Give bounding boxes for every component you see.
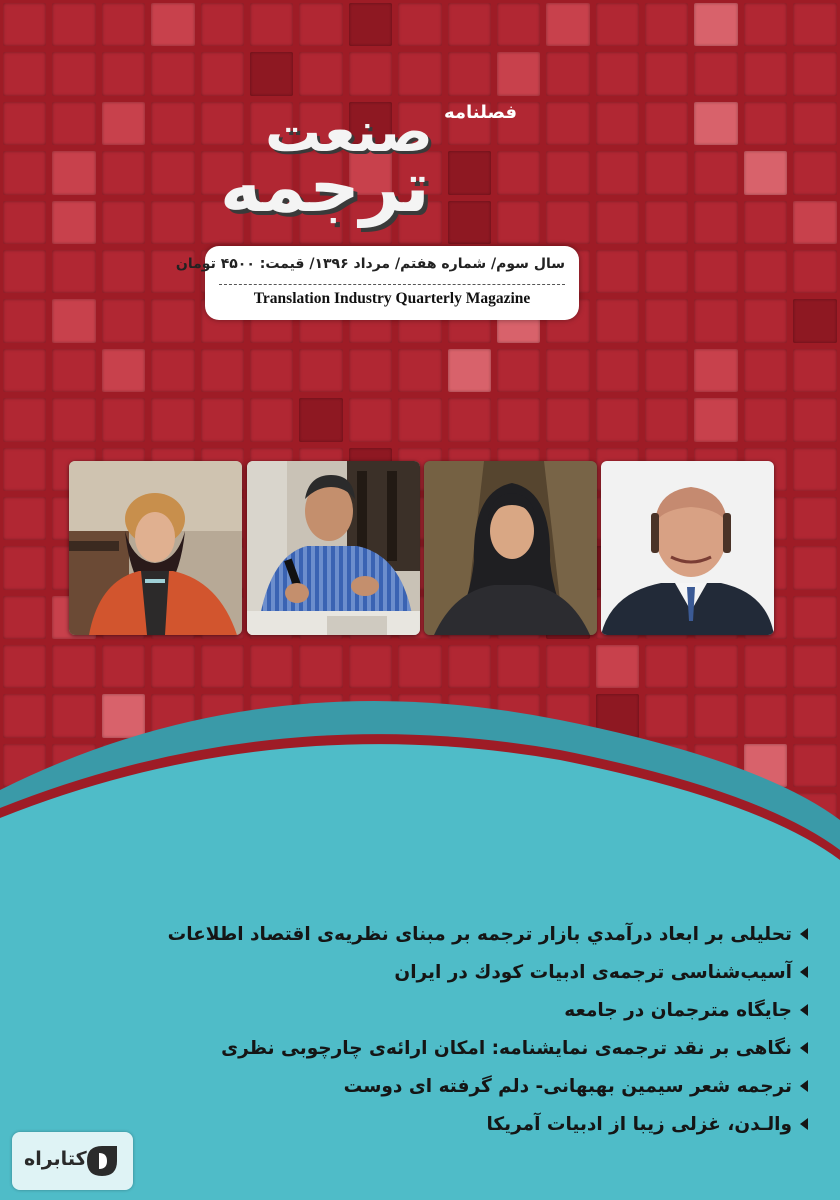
background-tile (3, 596, 46, 639)
toc-item (88, 1105, 808, 1143)
background-tile (744, 102, 787, 145)
background-tile (694, 349, 737, 392)
background-tile (694, 52, 737, 95)
background-tile (3, 645, 46, 688)
background-tile (52, 398, 95, 441)
background-tile (3, 102, 46, 145)
toc-item-text: ترجمه شعر سیمین بهبهانی- دلم گرفته ای دوست (343, 1075, 792, 1097)
background-tile (793, 250, 836, 293)
english-title: Translation Industry Quarterly Magazine (253, 290, 531, 307)
background-tile (250, 3, 293, 46)
background-tile (596, 299, 639, 342)
background-tile (744, 151, 787, 194)
background-tile (596, 151, 639, 194)
triangle-bullet-icon (800, 1118, 808, 1130)
background-tile (299, 3, 342, 46)
man-suit-portrait-photo (601, 461, 774, 635)
background-tile (793, 546, 836, 589)
background-tile (398, 398, 441, 441)
background-tile (694, 201, 737, 244)
toc-item (88, 953, 808, 991)
background-tile (645, 299, 688, 342)
background-tile (744, 645, 787, 688)
background-tile (645, 102, 688, 145)
background-tile (596, 52, 639, 95)
background-tile (102, 102, 145, 145)
background-tile (201, 349, 244, 392)
background-tile (349, 645, 392, 688)
background-tile (52, 645, 95, 688)
background-tile (52, 102, 95, 145)
background-tile (497, 398, 540, 441)
background-tile (102, 201, 145, 244)
background-tile (201, 645, 244, 688)
background-tile (694, 3, 737, 46)
background-tile (3, 398, 46, 441)
masthead (205, 80, 575, 228)
background-tile (497, 645, 540, 688)
background-tile (102, 398, 145, 441)
background-tile (151, 201, 194, 244)
background-tile (3, 448, 46, 491)
background-tile (102, 299, 145, 342)
background-tile (3, 3, 46, 46)
dashed-divider (219, 284, 565, 285)
background-tile (744, 349, 787, 392)
background-tile (744, 250, 787, 293)
background-tile (3, 349, 46, 392)
table-of-contents (88, 915, 808, 1143)
background-tile (201, 3, 244, 46)
background-tile (3, 52, 46, 95)
background-tile (3, 497, 46, 540)
background-tile (645, 201, 688, 244)
background-tile (793, 596, 836, 639)
background-tile (645, 151, 688, 194)
background-tile (151, 398, 194, 441)
issue-info-box (175, 246, 579, 320)
background-tile (151, 299, 194, 342)
toc-item (88, 991, 808, 1029)
background-tile (596, 250, 639, 293)
background-tile (349, 3, 392, 46)
background-tile (448, 645, 491, 688)
background-tile (151, 645, 194, 688)
background-tile (694, 645, 737, 688)
background-tile (546, 349, 589, 392)
background-tile (793, 52, 836, 95)
background-tile (299, 398, 342, 441)
toc-item (88, 1029, 808, 1067)
background-tile (546, 645, 589, 688)
background-tile (793, 398, 836, 441)
toc-item-text: تحلیلی بر ابعاد درآمدي بازار ترجمه بر مبنای نظریه‌ی اقتصاد اطلاعات (167, 923, 792, 945)
toc-item-text: آسیب‌شناسی ترجمه‌ی ادبیات کودك در ایران (394, 961, 792, 983)
background-tile (497, 3, 540, 46)
background-tile (596, 398, 639, 441)
background-tile (250, 349, 293, 392)
background-tile (546, 398, 589, 441)
woman-hijab-portrait-photo (424, 461, 597, 635)
background-tile (250, 645, 293, 688)
background-tile (398, 3, 441, 46)
background-tile (52, 250, 95, 293)
background-tile (694, 250, 737, 293)
background-tile (52, 151, 95, 194)
masthead-kicker: فصلنامه (443, 102, 517, 123)
background-tile (151, 102, 194, 145)
logo-text: کتابراه (24, 1148, 87, 1170)
background-tile (299, 349, 342, 392)
background-tile (102, 349, 145, 392)
background-tile (102, 3, 145, 46)
background-tile (250, 398, 293, 441)
toc-item-text: نگاهی بر نقد ترجمه‌ی نمایشنامه: امکان ارائه‌ی چارچوبی نظری (221, 1037, 792, 1059)
background-tile (694, 102, 737, 145)
background-tile (793, 497, 836, 540)
background-tile (201, 398, 244, 441)
background-tile (793, 3, 836, 46)
toc-item (88, 915, 808, 953)
background-tile (596, 3, 639, 46)
background-tile (645, 52, 688, 95)
man-speaking-microphone-photo (247, 461, 420, 635)
background-tile (448, 349, 491, 392)
background-tile (3, 151, 46, 194)
background-tile (793, 299, 836, 342)
background-tile (299, 645, 342, 688)
background-tile (349, 349, 392, 392)
toc-item-text: جایگاه مترجمان در جامعه (564, 999, 792, 1021)
background-tile (151, 3, 194, 46)
background-tile (151, 151, 194, 194)
background-tile (52, 52, 95, 95)
woman-portrait-photo (69, 461, 242, 635)
ketabrah-logo[interactable] (12, 1132, 133, 1190)
background-tile (3, 546, 46, 589)
background-tile (645, 250, 688, 293)
background-tile (694, 299, 737, 342)
background-tile (793, 102, 836, 145)
background-tile (596, 201, 639, 244)
background-tile (52, 201, 95, 244)
background-tile (793, 349, 836, 392)
background-tile (645, 645, 688, 688)
background-tile (596, 349, 639, 392)
background-tile (694, 398, 737, 441)
triangle-bullet-icon (800, 928, 808, 940)
background-tile (52, 299, 95, 342)
background-tile (596, 102, 639, 145)
background-tile (694, 151, 737, 194)
background-tile (744, 398, 787, 441)
toc-item (88, 1067, 808, 1105)
background-tile (793, 151, 836, 194)
background-tile (448, 3, 491, 46)
background-tile (151, 52, 194, 95)
background-tile (645, 398, 688, 441)
triangle-bullet-icon (800, 1080, 808, 1092)
background-tile (151, 349, 194, 392)
background-tile (102, 52, 145, 95)
background-tile (744, 201, 787, 244)
background-tile (3, 250, 46, 293)
background-tile (102, 151, 145, 194)
background-tile (744, 299, 787, 342)
background-tile (52, 349, 95, 392)
toc-item-text: والـدن، غزلی زیبا از ادبیات آمریکا (486, 1113, 792, 1135)
background-tile (793, 645, 836, 688)
background-tile (793, 201, 836, 244)
background-tile (497, 349, 540, 392)
masthead-title-line1: صنعت (265, 100, 433, 165)
background-tile (398, 645, 441, 688)
background-tile (744, 3, 787, 46)
background-tile (52, 3, 95, 46)
background-tile (448, 398, 491, 441)
background-tile (102, 250, 145, 293)
background-tile (546, 3, 589, 46)
masthead-title-line2: ترجمه (220, 146, 430, 228)
triangle-bullet-icon (800, 966, 808, 978)
background-tile (3, 299, 46, 342)
background-tile (349, 398, 392, 441)
background-tile (744, 52, 787, 95)
triangle-bullet-icon (800, 1042, 808, 1054)
background-tile (102, 645, 145, 688)
triangle-bullet-icon (800, 1004, 808, 1016)
ketabrah-logo-icon (85, 1144, 119, 1178)
issue-info: سال سوم/ شماره هفتم/ مرداد ۱۳۹۶/ قیمت: ۴۵۰۰ تومان (175, 256, 565, 272)
background-tile (645, 349, 688, 392)
background-tile (398, 349, 441, 392)
background-tile (793, 448, 836, 491)
background-tile (596, 645, 639, 688)
background-tile (645, 3, 688, 46)
background-tile (3, 201, 46, 244)
